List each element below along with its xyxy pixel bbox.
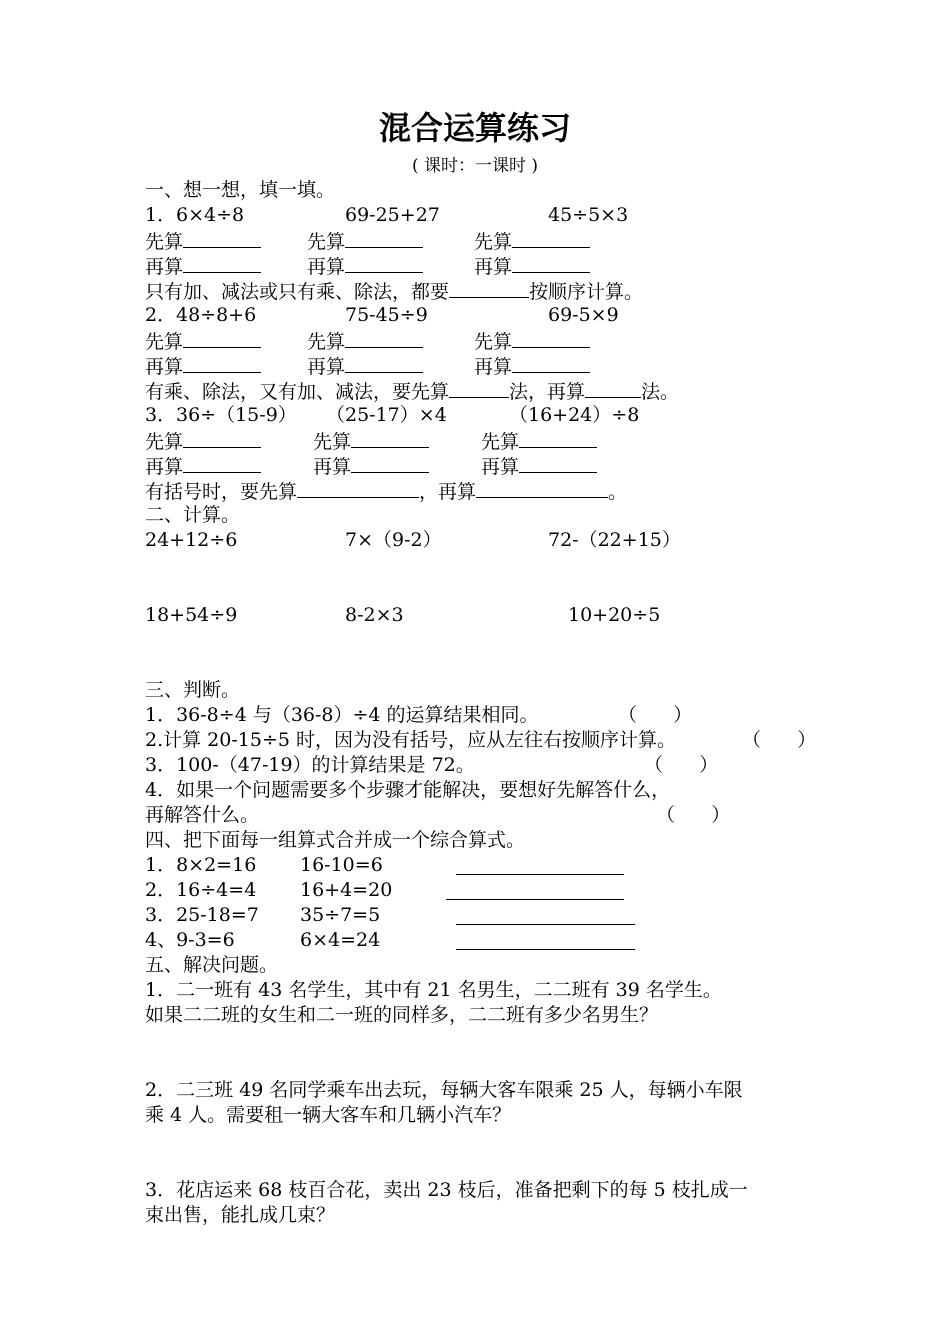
answer-blank[interactable] xyxy=(519,428,597,448)
problem-3-line-1: 3．花店运来 68 枝百合花，卖出 23 枝后，准备把剩下的每 5 枝扎成一 xyxy=(145,1179,748,1201)
rule-text: 。 xyxy=(608,481,628,503)
rule-text: 有乘、除法，又有加、减法，要先算 xyxy=(145,381,450,403)
combine-a-3: 3．25-18=7 xyxy=(145,904,259,926)
page-subtitle: ( 课时：一课时 ) xyxy=(411,156,539,176)
q1-first-3 xyxy=(474,228,590,255)
then-label: 再算 xyxy=(145,356,184,378)
rule-text: 按顺序计算。 xyxy=(529,281,644,303)
then-label: 再算 xyxy=(307,356,346,378)
combine-a-1: 1．8×2=16 xyxy=(145,854,257,876)
calc-3: 72-（22+15） xyxy=(548,529,681,551)
q1-then-3 xyxy=(474,253,590,280)
combine-b-1: 16-10=6 xyxy=(300,854,383,876)
judge-item-1: 1．36-8÷4 与（36-8）÷4 的运算结果相同。 xyxy=(145,704,539,726)
combine-a-2: 2．16÷4=4 xyxy=(145,879,257,901)
judge-item-4-cont: 再解答什么。 xyxy=(145,804,260,826)
answer-blank[interactable] xyxy=(449,378,509,398)
q2-then-2 xyxy=(307,353,423,380)
q3-number: 3． xyxy=(145,404,177,426)
problem-3-line-2: 束出售，能扎成几束？ xyxy=(145,1204,336,1226)
judge-answer-paren[interactable]: （ ） xyxy=(656,804,731,826)
first-label: 先算 xyxy=(474,231,513,253)
problem-2-line-2: 乘 4 人。需要租一辆大客车和几辆小汽车？ xyxy=(145,1104,512,1126)
q3-expr-3: （16+24）÷8 xyxy=(509,404,640,426)
q1-first-2 xyxy=(307,228,423,255)
judge-answer-paren[interactable]: （ ） xyxy=(742,729,817,751)
answer-blank[interactable] xyxy=(297,478,419,498)
answer-blank[interactable] xyxy=(512,353,590,373)
q1-expr-2: 69-25+27 xyxy=(345,204,440,226)
calc-1: 24+12÷6 xyxy=(145,529,238,551)
answer-blank[interactable] xyxy=(351,453,429,473)
q2-expr-1: 48÷8+6 xyxy=(176,304,257,326)
problem-2-line-1: 2．二三班 49 名同学乘车出去玩，每辆大客车限乘 25 人，每辆小车限 xyxy=(145,1079,743,1101)
first-label: 先算 xyxy=(145,231,184,253)
first-label: 先算 xyxy=(481,431,520,453)
q3-first-1 xyxy=(145,428,261,455)
calc-5: 8-2×3 xyxy=(345,604,404,626)
problem-1-line-1: 1．二一班有 43 名学生，其中有 21 名男生，二二班有 39 名学生。 xyxy=(145,979,722,1001)
answer-blank[interactable] xyxy=(345,253,423,273)
calc-4: 18+54÷9 xyxy=(145,604,238,626)
problem-1-line-2: 如果二二班的女生和二一班的同样多，二二班有多少名男生？ xyxy=(145,1004,659,1026)
q3-expr-1: 36÷（15-9） xyxy=(176,404,297,426)
combine-a-4: 4、9-3=6 xyxy=(145,929,235,951)
calc-2: 7×（9-2） xyxy=(345,529,442,551)
then-label: 再算 xyxy=(474,356,513,378)
combine-answer-line[interactable] xyxy=(456,949,635,950)
answer-blank[interactable] xyxy=(345,328,423,348)
q1-first-1 xyxy=(145,228,261,255)
q2-expr-2: 75-45÷9 xyxy=(345,304,428,326)
then-label: 再算 xyxy=(313,456,352,478)
answer-blank[interactable] xyxy=(183,228,261,248)
q3-then-1 xyxy=(145,453,261,480)
q1-expr-3: 45÷5×3 xyxy=(548,204,629,226)
then-label: 再算 xyxy=(145,256,184,278)
combine-answer-line[interactable] xyxy=(456,924,635,925)
q1-then-2 xyxy=(307,253,423,280)
answer-blank[interactable] xyxy=(351,428,429,448)
combine-b-2: 16+4=20 xyxy=(300,879,393,901)
rule-text: ，再算 xyxy=(419,481,477,503)
answer-blank[interactable] xyxy=(183,428,261,448)
answer-blank[interactable] xyxy=(512,328,590,348)
rule-text: 法，再算 xyxy=(509,381,586,403)
q1-number: 1． xyxy=(145,204,177,226)
answer-blank[interactable] xyxy=(585,378,641,398)
q2-then-3 xyxy=(474,353,590,380)
q2-first-1 xyxy=(145,328,261,355)
q3-first-2 xyxy=(313,428,429,455)
answer-blank[interactable] xyxy=(519,453,597,473)
q3-expr-2: （25-17）×4 xyxy=(326,404,447,426)
section2-heading: 二、计算。 xyxy=(145,504,241,526)
answer-blank[interactable] xyxy=(183,353,261,373)
judge-item-3: 3．100-（47-19）的计算结果是 72。 xyxy=(145,754,475,776)
judge-answer-paren[interactable]: （ ） xyxy=(618,704,693,726)
answer-blank[interactable] xyxy=(183,328,261,348)
q3-first-3 xyxy=(481,428,597,455)
rule-text: 只有加、减法或只有乘、除法，都要 xyxy=(145,281,450,303)
rule-text: 有括号时，要先算 xyxy=(145,481,298,503)
page-title: 混合运算练习 xyxy=(378,109,571,147)
q2-first-2 xyxy=(307,328,423,355)
judge-item-2: 2.计算 20-15÷5 时，因为没有括号，应从左往右按顺序计算。 xyxy=(145,729,676,751)
answer-blank[interactable] xyxy=(476,478,608,498)
answer-blank[interactable] xyxy=(345,228,423,248)
q2-then-1 xyxy=(145,353,261,380)
then-label: 再算 xyxy=(474,256,513,278)
judge-item-4: 4．如果一个问题需要多个步骤才能解决，要想好先解答什么， xyxy=(145,779,671,801)
first-label: 先算 xyxy=(474,331,513,353)
combine-b-4: 6×4=24 xyxy=(300,929,381,951)
answer-blank[interactable] xyxy=(449,278,529,298)
first-label: 先算 xyxy=(307,231,346,253)
first-label: 先算 xyxy=(145,431,184,453)
first-label: 先算 xyxy=(307,331,346,353)
q3-then-2 xyxy=(313,453,429,480)
q2-rule xyxy=(145,378,679,405)
q2-first-3 xyxy=(474,328,590,355)
q1-rule xyxy=(145,278,643,305)
answer-blank[interactable] xyxy=(512,228,590,248)
q2-number: 2． xyxy=(145,304,177,326)
combine-answer-line[interactable] xyxy=(456,874,624,875)
calc-6: 10+20÷5 xyxy=(568,604,661,626)
rule-text: 法。 xyxy=(641,381,680,403)
combine-answer-line[interactable] xyxy=(446,899,624,900)
then-label: 再算 xyxy=(481,456,520,478)
q3-rule xyxy=(145,478,627,505)
section1-heading: 一、想一想，填一填。 xyxy=(145,179,336,201)
answer-blank[interactable] xyxy=(345,353,423,373)
section4-heading: 四、把下面每一组算式合并成一个综合算式。 xyxy=(145,829,526,851)
section5-heading: 五、解决问题。 xyxy=(145,954,279,976)
combine-b-3: 35÷7=5 xyxy=(300,904,381,926)
section3-heading: 三、判断。 xyxy=(145,679,241,701)
q3-then-3 xyxy=(481,453,597,480)
then-label: 再算 xyxy=(145,456,184,478)
answer-blank[interactable] xyxy=(183,453,261,473)
answer-blank[interactable] xyxy=(183,253,261,273)
q1-then-1 xyxy=(145,253,261,280)
judge-answer-paren[interactable]: （ ） xyxy=(644,754,719,776)
first-label: 先算 xyxy=(313,431,352,453)
then-label: 再算 xyxy=(307,256,346,278)
q1-expr-1: 6×4÷8 xyxy=(176,204,245,226)
q2-expr-3: 69-5×9 xyxy=(548,304,619,326)
answer-blank[interactable] xyxy=(512,253,590,273)
first-label: 先算 xyxy=(145,331,184,353)
